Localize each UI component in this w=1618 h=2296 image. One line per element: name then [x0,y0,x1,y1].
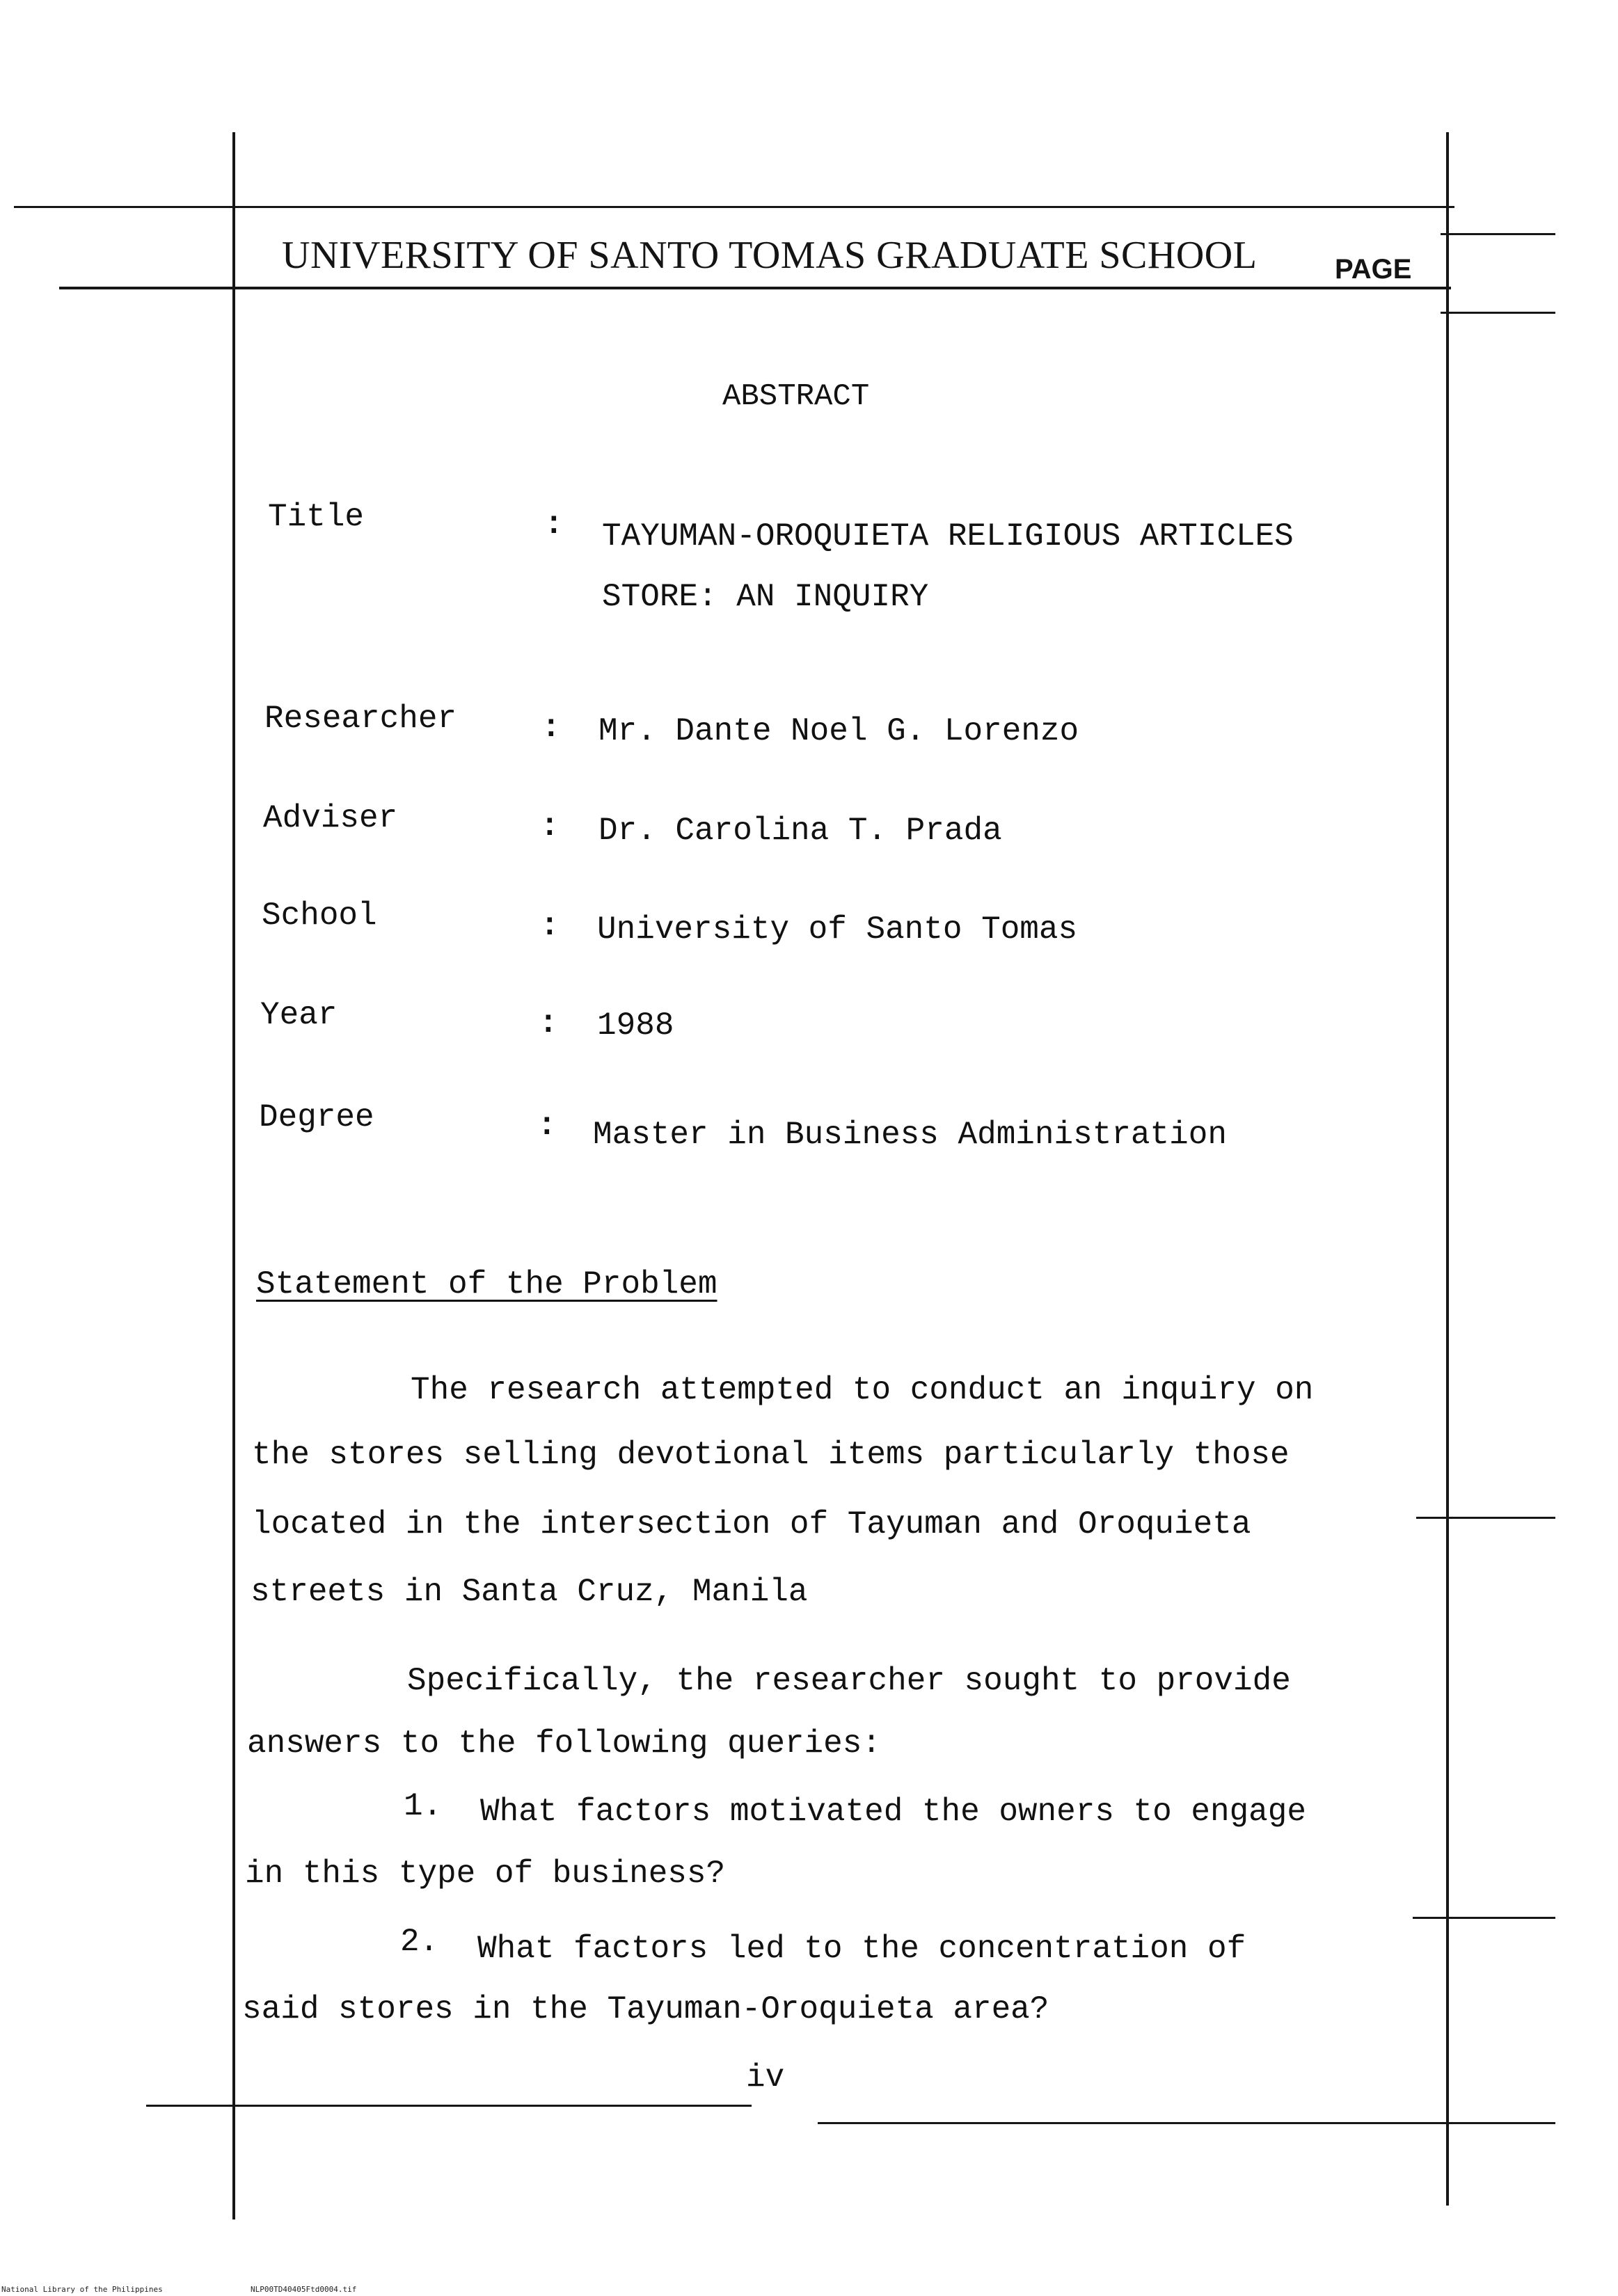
field-value-title-line1: TAYUMAN-OROQUIETA RELIGIOUS ARTICLES [602,518,1294,555]
page-number: iv [746,2059,785,2096]
right-tick-1 [1416,1517,1555,1519]
field-colon: : [539,1005,558,1042]
top-frame-line [14,206,1454,208]
right-margin-line [1446,132,1449,2206]
query-line: What factors motivated the owners to engage [480,1794,1306,1830]
paragraph-line: located in the intersection of Tayuman and Oroquieta [252,1506,1251,1542]
query-line: in this type of business? [245,1856,726,1892]
page-label: PAGE [1335,254,1412,285]
header-bottom-line-right [1441,312,1555,314]
field-label-adviser: Adviser [263,800,398,836]
field-colon: : [537,1108,557,1144]
query-number: 1. [404,1788,443,1824]
field-colon: : [544,507,564,543]
section-heading: Statement of the Problem [256,1266,717,1302]
field-value-researcher: Mr. Dante Noel G. Lorenzo [598,713,1079,749]
bottom-frame-line-right [818,2122,1555,2124]
field-value-title-line2: STORE: AN INQUIRY [602,579,929,615]
field-colon: : [541,710,561,746]
field-value-school: University of Santo Tomas [597,911,1078,948]
query-number: 2. [400,1924,439,1960]
footer-file-id: NLP00TD40405Ftd0004.tif [251,2285,357,2294]
query-line: said stores in the Tayuman-Oroquieta area? [242,1991,1049,2027]
field-label-title: Title [268,499,365,535]
left-margin-line [232,132,235,2219]
header-bottom-line [59,287,1451,289]
paragraph-line: Specifically, the researcher sought to provide [407,1663,1291,1699]
footer-source: National Library of the Philippines [1,2285,163,2294]
field-label-degree: Degree [259,1099,374,1135]
bottom-frame-line-left [146,2105,752,2107]
field-label-researcher: Researcher [264,701,457,737]
paragraph-line: answers to the following queries: [247,1725,881,1762]
field-colon: : [540,908,560,944]
right-tick-2 [1413,1917,1555,1919]
field-value-adviser: Dr. Carolina T. Prada [598,813,1002,849]
institution-header: UNIVERSITY OF SANTO TOMAS GRADUATE SCHOOL [282,234,1258,277]
field-label-school: School [262,898,377,934]
field-label-year: Year [260,997,338,1033]
abstract-heading: ABSTRACT [722,379,870,414]
field-value-degree: Master in Business Administration [593,1117,1227,1153]
query-line: What factors led to the concentration of [477,1931,1246,1967]
paragraph-line: the stores selling devotional items particularly those [252,1437,1290,1473]
field-value-year: 1988 [597,1007,674,1044]
top-frame-line-right [1441,233,1555,235]
paragraph-line: streets in Santa Cruz, Manila [251,1574,808,1610]
field-colon: : [540,808,560,845]
paragraph-line: The research attempted to conduct an inquiry on [411,1372,1314,1408]
